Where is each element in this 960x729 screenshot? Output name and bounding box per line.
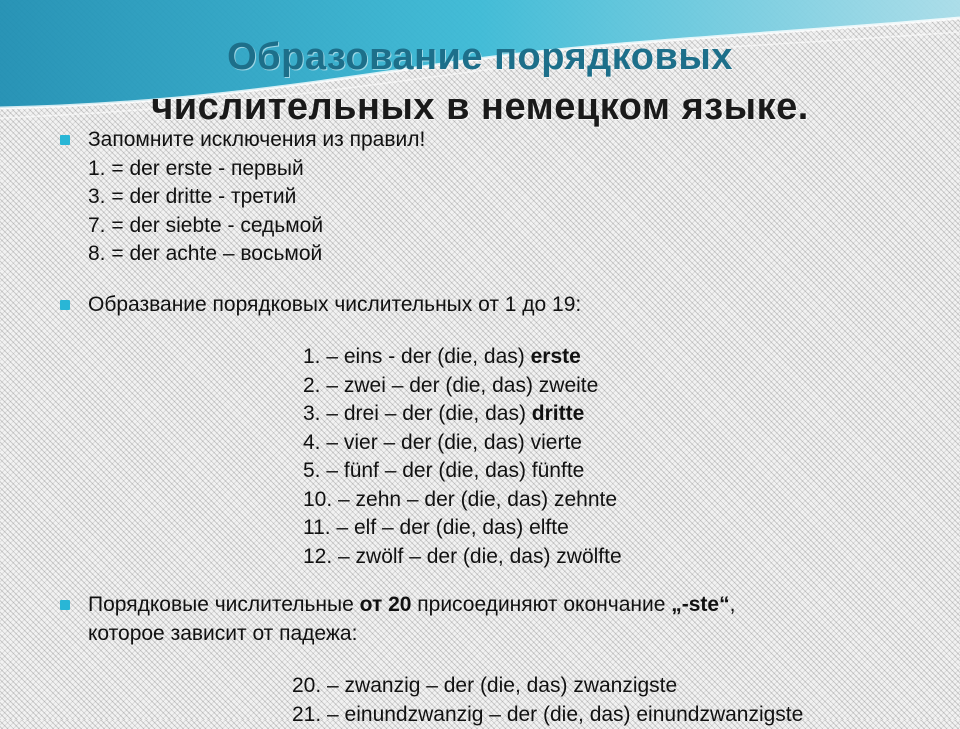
exception-item: 8. = der achte – восьмой — [88, 240, 960, 269]
exception-item: 7. = der siebte - седьмой — [88, 212, 960, 241]
exceptions-heading: Запомните исключения из правил! — [88, 126, 960, 155]
formation-20-section — [0, 591, 960, 648]
formation-item: 1. – eins - der (die, das) erste — [303, 343, 960, 372]
formation-20-list — [0, 672, 960, 729]
formation-item: 5. – fünf – der (die, das) fünfte — [303, 457, 960, 486]
formation-item: 10. – zehn – der (die, das) zehnte — [303, 486, 960, 515]
formation-20-heading: Порядковые числительные от 20 присоединяют окончание „-ste“, — [88, 591, 960, 620]
exceptions-section — [0, 126, 960, 269]
exception-item: 1. = der erste - первый — [88, 155, 960, 184]
formation-item: 2. – zwei – der (die, das) zweite — [303, 372, 960, 401]
slide-content — [0, 126, 960, 729]
formation-list — [0, 343, 960, 571]
formation-item: 4. – vier – der (die, das) vierte — [303, 429, 960, 458]
formation-20-heading-line2: которое зависит от падежа: — [88, 620, 960, 649]
bullet-icon — [60, 300, 70, 310]
formation-item: 12. – zwölf – der (die, das) zwölfte — [303, 543, 960, 572]
formation-20-item: 21. – einundzwanzig – der (die, das) einundzwanzigste — [292, 701, 960, 729]
title-line-1: Образование порядковых — [0, 32, 960, 82]
title-line-2: числительных в немецком языке. — [0, 82, 960, 132]
formation-1-19-section — [0, 291, 960, 320]
formation-heading: Образвание порядковых числительных от 1 до 19: — [88, 291, 960, 320]
page-title — [0, 32, 960, 132]
exception-item: 3. = der dritte - третий — [88, 183, 960, 212]
formation-20-item: 20. – zwanzig – der (die, das) zwanzigste — [292, 672, 960, 701]
bullet-icon — [60, 135, 70, 145]
formation-item: 11. – elf – der (die, das) elfte — [303, 514, 960, 543]
bullet-icon — [60, 600, 70, 610]
formation-item: 3. – drei – der (die, das) dritte — [303, 400, 960, 429]
